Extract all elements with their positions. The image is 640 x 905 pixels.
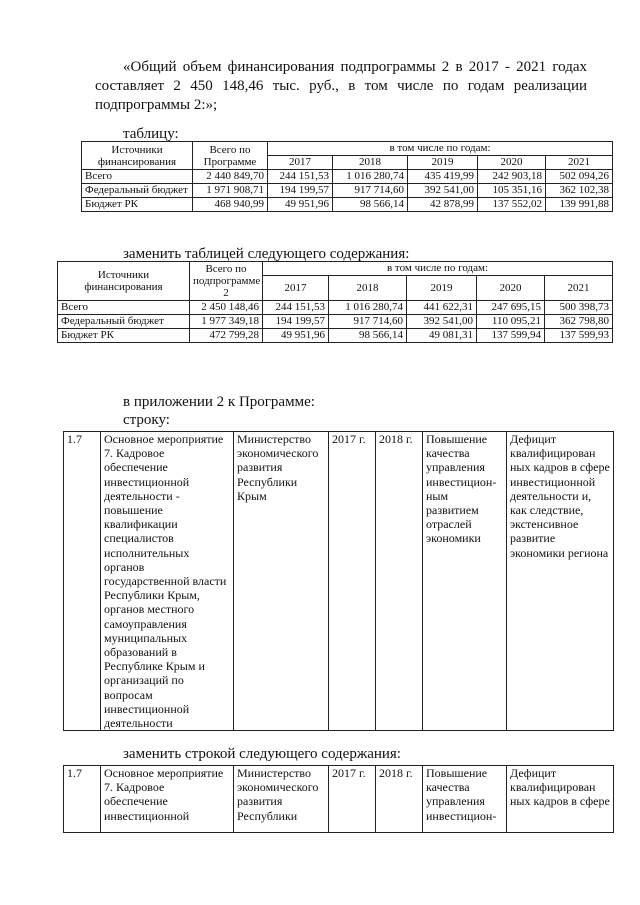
cell-value: 441 622,31 — [407, 301, 477, 315]
year-header: 2017 — [263, 276, 329, 301]
label-row: строку: — [123, 412, 170, 428]
year-header: 2018 — [329, 276, 407, 301]
row-total: 468 940,99 — [193, 198, 268, 212]
row-name: Федеральный бюджет — [58, 315, 190, 329]
cell-value: 502 094,26 — [546, 170, 613, 184]
table-row — [64, 432, 614, 731]
row-name: Всего — [82, 170, 193, 184]
result-cell: Повышение качества управления инвестицион-ным развитием отраслей экономики — [423, 432, 507, 731]
start-year-cell: 2017 г. — [329, 432, 376, 731]
row-name: Бюджет РК — [58, 329, 190, 343]
cell-value: 98 566,14 — [333, 198, 408, 212]
year-header: 2021 — [546, 156, 613, 170]
cell-value: 137 552,02 — [478, 198, 546, 212]
end-year-cell: 2018 г. — [376, 432, 423, 731]
intro-line-2: составляет 2 450 148,46 тыс. руб., в том числе по годам реализации — [95, 78, 587, 94]
cell-value: 917 714,60 — [333, 184, 408, 198]
cell-value: 139 991,88 — [546, 198, 613, 212]
cell-value: 244 151,53 — [263, 301, 329, 315]
table-row — [82, 198, 613, 212]
table-row — [82, 184, 613, 198]
year-header: 2017 — [268, 156, 333, 170]
activity-row-old — [63, 431, 614, 731]
end-year-cell: 2018 г. — [376, 766, 423, 833]
event-cell: Основное мероприятие 7. Кадровое обеспечение инвестиционной деятельности - повышение квалификации специалистов исполнительных органов государственной власти Республики Крым, органов местного самоуправления муниципальных образований в Республике Крым и организаций по вопросам инвестиционной деятельности — [101, 432, 234, 731]
cell-value: 1 016 280,74 — [333, 170, 408, 184]
cell-value: 244 151,53 — [268, 170, 333, 184]
label-replace-row: заменить строкой следующего содержания: — [123, 746, 401, 762]
table-row — [58, 315, 613, 329]
header-years: в том числе по годам: — [268, 142, 613, 156]
cell-value: 435 419,99 — [408, 170, 478, 184]
year-header: 2018 — [333, 156, 408, 170]
year-header: 2020 — [477, 276, 545, 301]
table-row — [58, 329, 613, 343]
cell-value: 362 798,80 — [545, 315, 613, 329]
header-years: в том числе по годам: — [263, 262, 613, 276]
cell-value: 98 566,14 — [329, 329, 407, 343]
row-name: Федеральный бюджет — [82, 184, 193, 198]
cell-value: 194 199,57 — [268, 184, 333, 198]
row-total: 2 450 148,46 — [190, 301, 263, 315]
header-source: Источники финансирования — [82, 142, 193, 170]
cell-value: 49 951,96 — [268, 198, 333, 212]
executor-cell: Министерство экономического развития Республики — [234, 766, 329, 833]
cell-value: 194 199,57 — [263, 315, 329, 329]
table-row — [64, 766, 614, 833]
row-number: 1.7 — [64, 432, 101, 731]
cell-value: 247 695,15 — [477, 301, 545, 315]
year-header: 2020 — [478, 156, 546, 170]
executor-cell: Министерство экономического развития Республики Крым — [234, 432, 329, 731]
cell-value: 110 095,21 — [477, 315, 545, 329]
cell-value: 137 599,93 — [545, 329, 613, 343]
consequence-cell: Дефицит квалифицирован ных кадров в сфере инвестиционной деятельности и, как следствие, экстенсивное развитие экономики региона — [507, 432, 614, 731]
label-appendix: в приложении 2 к Программе: — [123, 394, 315, 410]
financing-table-old — [81, 141, 613, 212]
cell-value: 1 016 280,74 — [329, 301, 407, 315]
cell-value: 105 351,16 — [478, 184, 546, 198]
row-total: 1 977 349,18 — [190, 315, 263, 329]
cell-value: 500 398,73 — [545, 301, 613, 315]
cell-value: 392 541,00 — [407, 315, 477, 329]
row-total: 2 440 849,70 — [193, 170, 268, 184]
row-number: 1.7 — [64, 766, 101, 833]
cell-value: 917 714,60 — [329, 315, 407, 329]
intro-paragraph — [95, 58, 587, 115]
header-source: Источники финансирования — [58, 262, 190, 301]
row-total: 1 971 908,71 — [193, 184, 268, 198]
cell-value: 49 951,96 — [263, 329, 329, 343]
activity-row-new — [63, 765, 614, 833]
table-row — [82, 170, 613, 184]
intro-line-3: подпрограммы 2:»; — [95, 97, 218, 113]
label-table: таблицу: — [123, 126, 179, 142]
row-name: Бюджет РК — [82, 198, 193, 212]
header-total: Всего по Программе — [193, 142, 268, 170]
financing-table-new — [57, 261, 613, 343]
row-total: 472 799,28 — [190, 329, 263, 343]
table-row — [58, 301, 613, 315]
header-total: Всего по подпрограмме 2 — [190, 262, 263, 301]
intro-line-1: «Общий объем финансирования подпрограммы 2 в 2017 - 2021 годах — [123, 59, 587, 75]
year-header: 2019 — [407, 276, 477, 301]
cell-value: 362 102,38 — [546, 184, 613, 198]
consequence-cell: Дефицит квалифицирован ных кадров в сфере — [507, 766, 614, 833]
cell-value: 42 878,99 — [408, 198, 478, 212]
year-header: 2021 — [545, 276, 613, 301]
cell-value: 49 081,31 — [407, 329, 477, 343]
cell-value: 392 541,00 — [408, 184, 478, 198]
label-replace-table: заменить таблицей следующего содержания: — [123, 246, 410, 262]
start-year-cell: 2017 г. — [329, 766, 376, 833]
event-cell: Основное мероприятие 7. Кадровое обеспечение инвестиционной — [101, 766, 234, 833]
year-header: 2019 — [408, 156, 478, 170]
cell-value: 137 599,94 — [477, 329, 545, 343]
cell-value: 242 903,18 — [478, 170, 546, 184]
row-name: Всего — [58, 301, 190, 315]
result-cell: Повышение качества управления инвестицион- — [423, 766, 507, 833]
